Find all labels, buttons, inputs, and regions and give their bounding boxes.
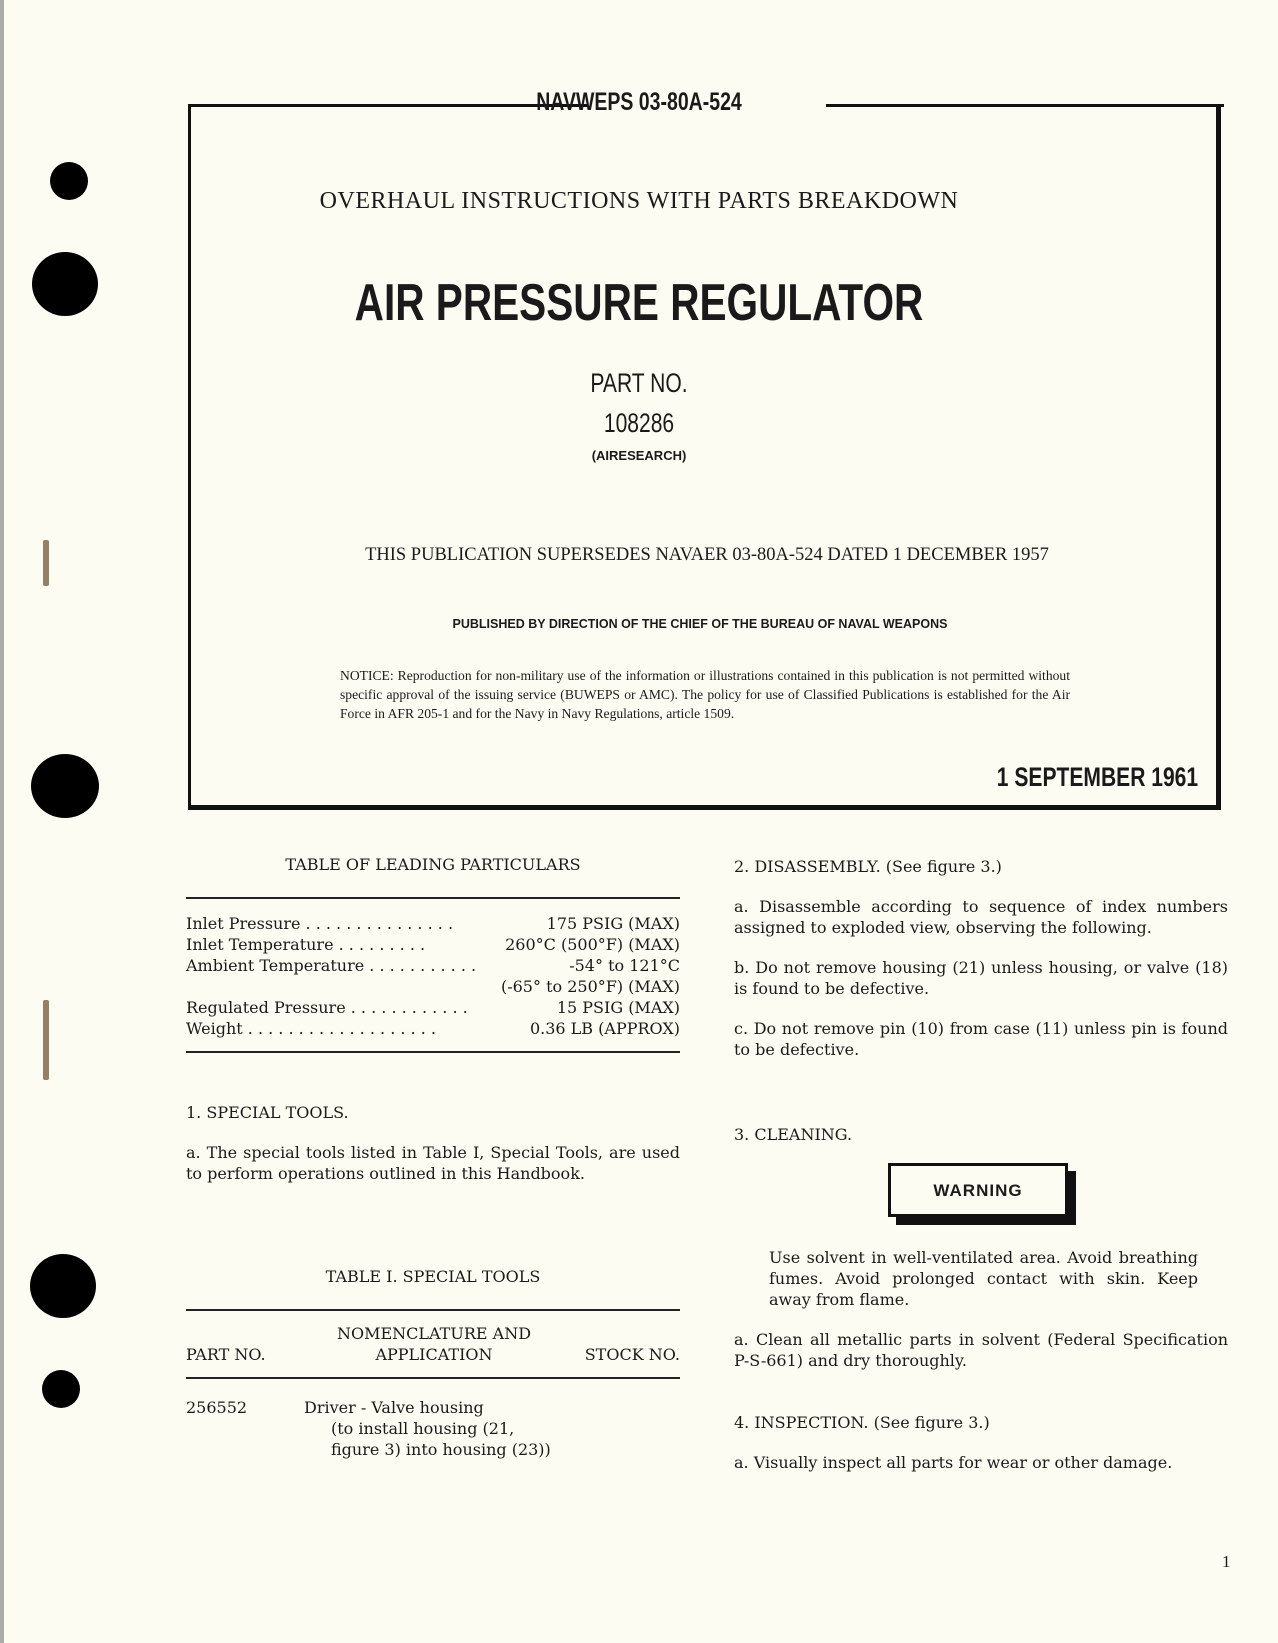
page-number: 1 [1222, 1552, 1231, 1571]
particulars-label: Weight . . . . . . . . . . . . . . . . . . . [186, 1019, 436, 1038]
nomenclature-cell [304, 1397, 584, 1460]
paragraph: a. The special tools listed in Table I, Special Tools, are used to perform operations outlined in this Handbook. [186, 1143, 680, 1183]
particulars-row [186, 976, 680, 997]
particulars-value: 260°C (500°F) (MAX) [505, 935, 680, 954]
published-by: PUBLISHED BY DIRECTION OF THE CHIEF OF THE BUREAU OF NAVAL WEAPONS [452, 617, 948, 631]
part-no-label: PART NO. [590, 368, 688, 398]
section-heading: 4. INSPECTION. (See figure 3.) [734, 1413, 990, 1432]
part-no-value: 108286 [603, 408, 675, 438]
section-cleaning [734, 1124, 1228, 1371]
table-row [186, 1397, 680, 1460]
part-no-cell: 256552 [186, 1398, 248, 1417]
particulars-row [186, 934, 680, 955]
publication-date: 1 SEPTEMBER 1961 [996, 762, 1198, 792]
particulars-label: Regulated Pressure . . . . . . . . . . . . [186, 998, 468, 1017]
table-rule [186, 1051, 680, 1053]
leading-particulars [186, 854, 680, 1053]
column-header: PART NO. [186, 1345, 266, 1364]
special-tools-table [186, 1266, 680, 1460]
paragraph: b. Do not remove housing (21) unless housing, or valve (18) is found to be defective. [734, 958, 1228, 998]
table-header-row [186, 1323, 680, 1365]
table-title: TABLE I. SPECIAL TOOLS [325, 1267, 541, 1286]
table-rule [186, 897, 680, 899]
section-disassembly [734, 856, 1228, 1060]
column-header-line: NOMENCLATURE AND [336, 1324, 532, 1343]
stock-no-cell [584, 1397, 680, 1460]
nomenclature-line: figure 3) into housing (23)) [331, 1440, 551, 1459]
particulars-label: Inlet Temperature . . . . . . . . . [186, 935, 426, 954]
page-edge [0, 0, 4, 1643]
particulars-row [186, 955, 680, 976]
column-header [304, 1323, 564, 1365]
binder-hole [31, 754, 99, 818]
section-special-tools [186, 1102, 680, 1184]
nomenclature-line: (to install housing (21, [331, 1419, 515, 1438]
supersedes-statement: THIS PUBLICATION SUPERSEDES NAVAER 03-80A-524 DATED 1 DECEMBER 1957 [365, 545, 1049, 565]
particulars-value: -54° to 121°C [569, 956, 680, 975]
warning-box: WARNING [888, 1163, 1068, 1217]
leading-particulars-title: TABLE OF LEADING PARTICULARS [285, 855, 581, 874]
binder-stain [43, 1000, 49, 1080]
document-code: NAVWEPS 03-80A-524 [536, 88, 742, 116]
table-rule [186, 1309, 680, 1311]
document-title: AIR PRESSURE REGULATOR [354, 274, 924, 332]
document-subtitle: OVERHAUL INSTRUCTIONS WITH PARTS BREAKDOWN [319, 188, 959, 214]
paragraph: a. Clean all metallic parts in solvent (Federal Specification P-S-661) and dry thoroughly. [734, 1330, 1228, 1370]
binder-hole [32, 252, 98, 316]
particulars-label: Ambient Temperature . . . . . . . . . . . [186, 956, 477, 975]
paragraph: a. Disassemble according to sequence of index numbers assigned to exploded view, observing the following. [734, 897, 1228, 937]
particulars-value: 175 PSIG (MAX) [546, 914, 680, 933]
warning-wrapper [734, 1163, 1228, 1217]
particulars-value: (-65° to 250°F) (MAX) [500, 977, 680, 996]
tools-table [186, 1323, 680, 1365]
tools-table-body [186, 1397, 680, 1460]
column-header-line: APPLICATION [375, 1345, 493, 1364]
particulars-row [186, 1018, 680, 1039]
particulars-label: Inlet Pressure . . . . . . . . . . . . . . . [186, 914, 454, 933]
warning-text: Use solvent in well-ventilated area. Avoid breathing fumes. Avoid prolonged contact with skin. Keep away from flame. [769, 1248, 1198, 1309]
binder-hole [42, 1370, 80, 1408]
nomenclature-line: Driver - Valve housing [304, 1398, 484, 1417]
particulars-value: 0.36 LB (APPROX) [529, 1019, 680, 1038]
manufacturer: (AIRESEARCH) [591, 448, 687, 463]
section-heading: 2. DISASSEMBLY. (See figure 3.) [734, 857, 1002, 876]
table-rule [186, 1377, 680, 1379]
particulars-row [186, 913, 680, 934]
section-inspection [734, 1412, 1228, 1473]
particulars-value: 15 PSIG (MAX) [556, 998, 680, 1017]
reproduction-notice: NOTICE: Reproduction for non-military use of the information or illustrations contained in this publication is not permitted without specific approval of the issuing service (BUWEPS or AMC). The policy for use of Classified Publications is established for the Air Force in AFR 205-1 and for the Navy in Navy Regulations, article 1509. [340, 668, 1070, 721]
binder-hole [30, 1254, 96, 1318]
section-heading: 3. CLEANING. [734, 1125, 853, 1144]
particulars-row [186, 997, 680, 1018]
paragraph: a. Visually inspect all parts for wear or other damage. [734, 1453, 1173, 1472]
column-header: STOCK NO. [584, 1345, 680, 1364]
section-heading: 1. SPECIAL TOOLS. [186, 1103, 349, 1122]
paragraph: c. Do not remove pin (10) from case (11) unless pin is found to be defective. [734, 1019, 1228, 1059]
